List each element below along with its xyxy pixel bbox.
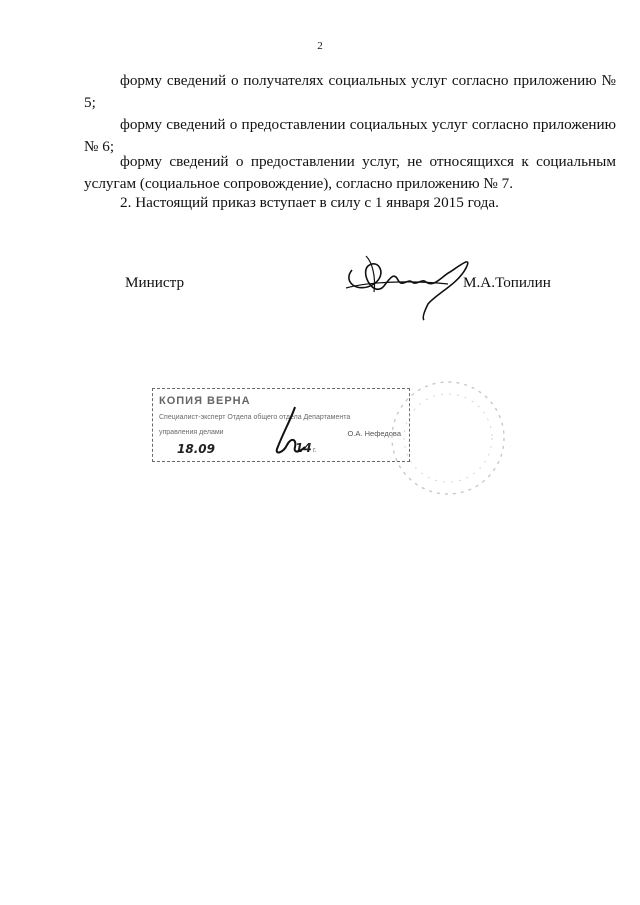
page-number: 2 [317, 40, 323, 52]
paragraph-form-services: форму сведений о предоставлении социальных услуг согласно приложению № 6; [84, 116, 616, 155]
certification-stamp [152, 388, 410, 462]
handwritten-signature [338, 242, 478, 322]
minister-name: М.А.Топилин [463, 274, 551, 291]
paragraph-form-social-support: форму сведений о предоставлении услуг, не относящихся к социальным услугам (социальное сопровождение), согласно приложению № 7. [84, 153, 616, 192]
stamp-department-line: управления делами [159, 429, 224, 436]
stamp-year-suffix: г. [313, 447, 317, 454]
stamp-position-line: Специалист-эксперт Отдела общего отдела Департамента [159, 414, 351, 421]
position-title: Министр [125, 274, 185, 291]
stamp-signer-name: О.А. Нефедова [347, 429, 401, 438]
paragraph-form-recipients: форму сведений о получателях социальных услуг согласно приложению № 5; [84, 72, 616, 111]
stamp-title: КОПИЯ ВЕРНА [159, 395, 251, 407]
stamp-year: 14 [295, 441, 312, 455]
faint-round-seal [378, 372, 518, 502]
stamp-date: 18.09 [177, 442, 215, 456]
stamp-signature [265, 403, 315, 458]
paragraph-effective-date: 2. Настоящий приказ вступает в силу с 1 января 2015 года. [120, 194, 499, 211]
